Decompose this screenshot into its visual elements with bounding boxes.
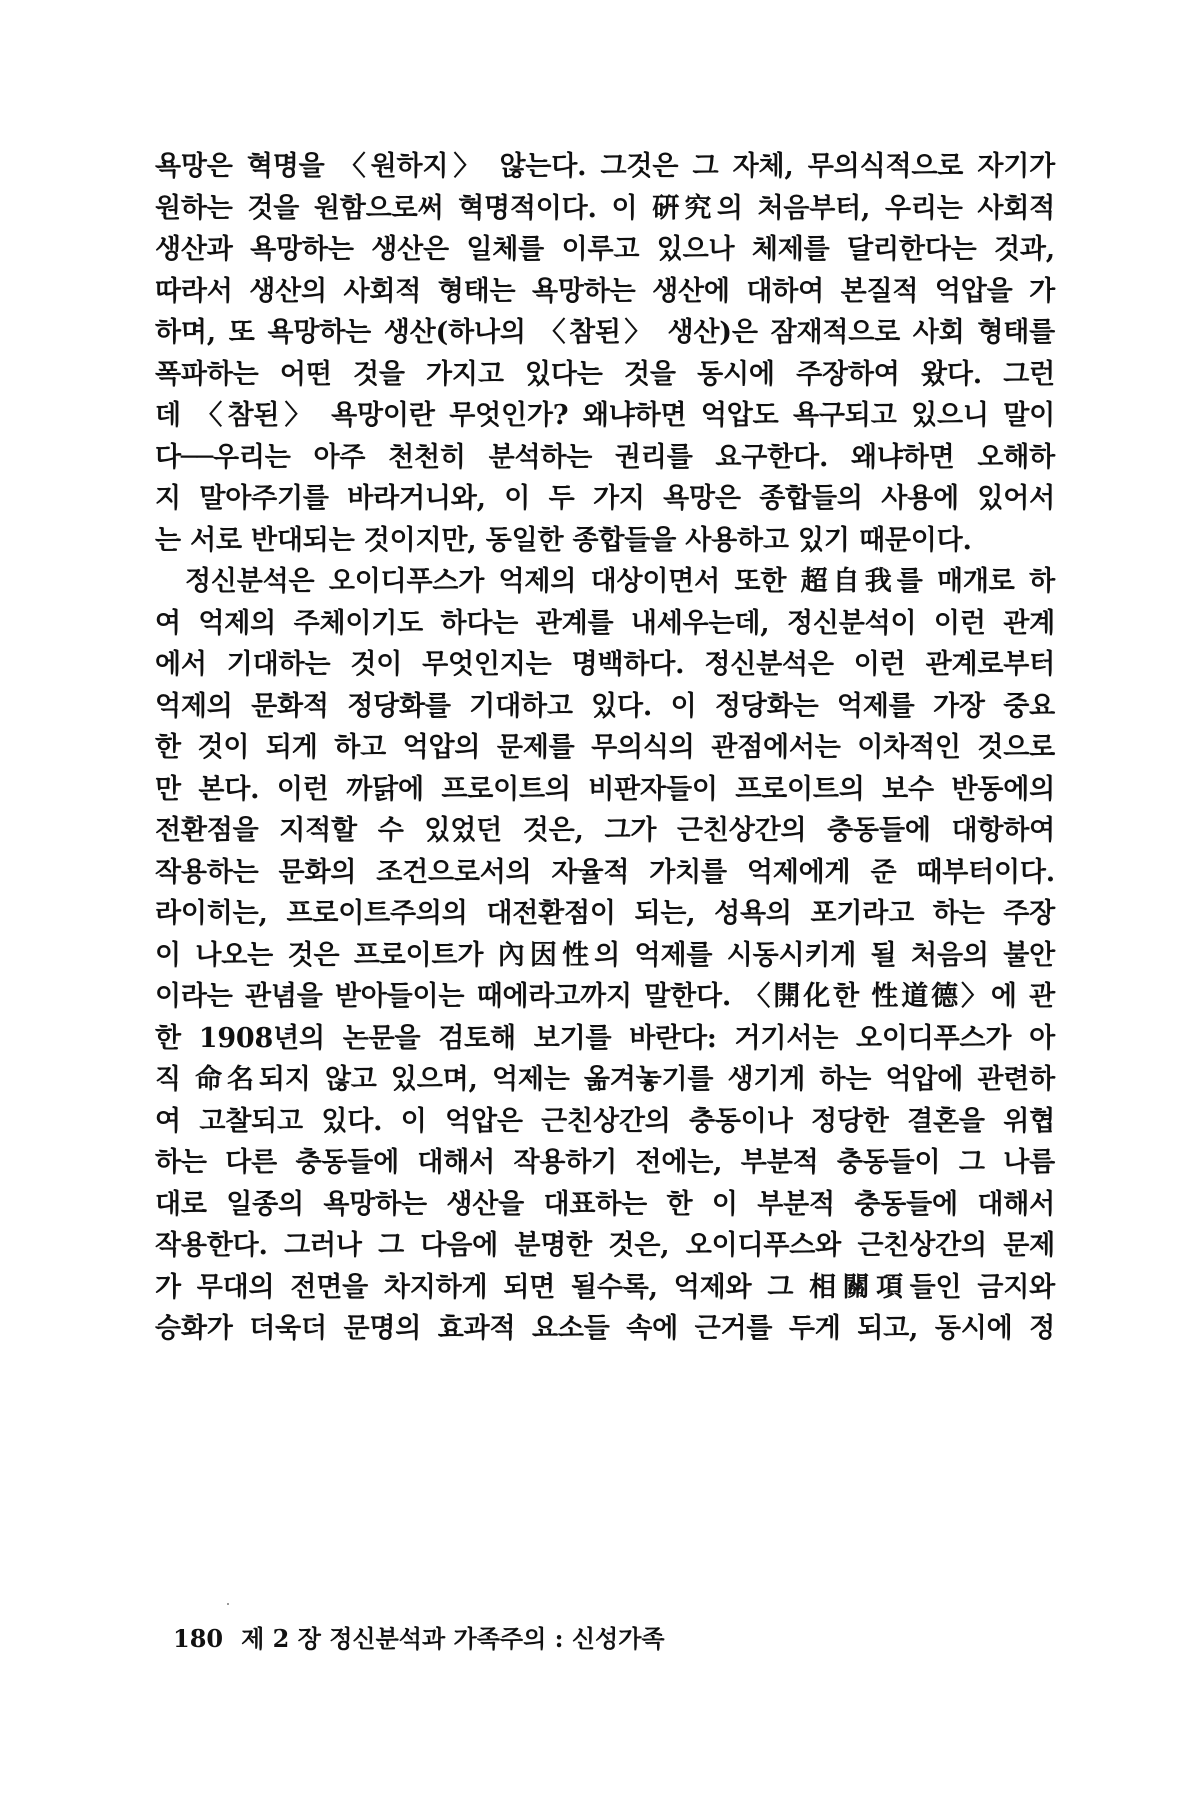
text-line: 만 본다. 이런 까닭에 프로이트의 비판자들이 프로이트의 보수 반동에의 [155, 773, 1055, 805]
text-line: 정신분석은 오이디푸스가 억제의 대상이면서 또한 超自我를 매개로 하 [185, 566, 1055, 597]
running-footer-chapter: 제 2 장 정신분석과 가족주의 : 신성가족 [241, 1624, 665, 1653]
paragraph-2 [155, 561, 1055, 1350]
text-line: 이라는 관념을 받아들이는 때에라고까지 말한다. 〈開化한 性道德〉에 관 [155, 981, 1055, 1012]
text-line: 따라서 생산의 사회적 형태는 욕망하는 생산에 대하여 본질적 억압을 가 [155, 275, 1055, 307]
text-line: 생산과 욕망하는 생산은 일체를 이루고 있으나 체제를 달리한다는 것과, [155, 234, 1055, 265]
text-line: 가 무대의 전면을 차지하게 되면 될수록, 억제와 그 相關項들인 금지와 [155, 1271, 1055, 1303]
text-line: 지 말아주기를 바라거니와, 이 두 가지 욕망은 종합들의 사용에 있어서 [155, 483, 1055, 514]
page-footer [173, 1619, 665, 1654]
text-line: 한 1908년의 논문을 검토해 보기를 바란다: 거기서는 오이디푸스가 아 [155, 1022, 1055, 1054]
text-line: 이 나오는 것은 프로이트가 內因性의 억제를 시동시키게 될 처음의 불안 [155, 939, 1055, 971]
text-line: 는 서로 반대되는 것이지만, 동일한 종합들을 사용하고 있기 때문이다. [155, 524, 972, 556]
body-text [155, 146, 1055, 1350]
text-line: 라이히는, 프로이트주의의 대전환점이 되는, 성욕의 포기라고 하는 주장 [155, 898, 1055, 929]
text-line: 폭파하는 어떤 것을 가지고 있다는 것을 동시에 주장하여 왔다. 그런 [155, 358, 1055, 390]
page-number: 180 [173, 1624, 224, 1653]
text-line: 승화가 더욱더 문명의 효과적 요소들 속에 근거를 두게 되고, 동시에 정 [155, 1313, 1055, 1344]
text-line: 하며, 또 욕망하는 생산(하나의 〈참된〉 생산)은 잠재적으로 사회 형태를 [155, 317, 1055, 348]
text-line: 욕망은 혁명을 〈원하지〉 않는다. 그것은 그 자체, 무의식적으로 자기가 [155, 151, 1055, 182]
text-line: 작용하는 문화의 조건으로서의 자율적 가치를 억제에게 준 때부터이다. [155, 856, 1055, 888]
text-line: 원하는 것을 원함으로써 혁명적이다. 이 硏究의 처음부터, 우리는 사회적 [155, 192, 1055, 224]
text-line: 하는 다른 충동들에 대해서 작용하기 전에는, 부분적 충동들이 그 나름 [155, 1147, 1055, 1178]
text-line: 직 命名되지 않고 있으며, 억제는 옮겨놓기를 생기게 하는 억압에 관련하 [155, 1064, 1055, 1095]
text-line: 데 〈참된〉 욕망이란 무엇인가? 왜냐하면 억압도 욕구되고 있으니 말이 [155, 400, 1055, 431]
paragraph-1 [155, 146, 1055, 561]
text-line: 대로 일종의 욕망하는 생산을 대표하는 한 이 부분적 충동들에 대해서 [155, 1188, 1055, 1220]
text-line: 다──우리는 아주 천천히 분석하는 권리를 요구한다. 왜냐하면 오해하 [155, 441, 1055, 473]
scan-speck [227, 1603, 229, 1605]
text-line: 억제의 문화적 정당화를 기대하고 있다. 이 정당화는 억제를 가장 중요 [155, 690, 1055, 722]
text-line: 전환점을 지적할 수 있었던 것은, 그가 근친상간의 충동들에 대항하여 [155, 815, 1055, 846]
text-line: 여 억제의 주체이기도 하다는 관계를 내세우는데, 정신분석이 이런 관계 [155, 607, 1055, 639]
text-line: 한 것이 되게 하고 억압의 문제를 무의식의 관점에서는 이차적인 것으로 [155, 732, 1055, 763]
text-line: 여 고찰되고 있다. 이 억압은 근친상간의 충동이나 정당한 결혼을 위협 [155, 1105, 1055, 1137]
text-line: 에서 기대하는 것이 무엇인지는 명백하다. 정신분석은 이런 관계로부터 [155, 649, 1055, 680]
text-line: 작용한다. 그러나 그 다음에 분명한 것은, 오이디푸스와 근친상간의 문제 [155, 1230, 1055, 1261]
